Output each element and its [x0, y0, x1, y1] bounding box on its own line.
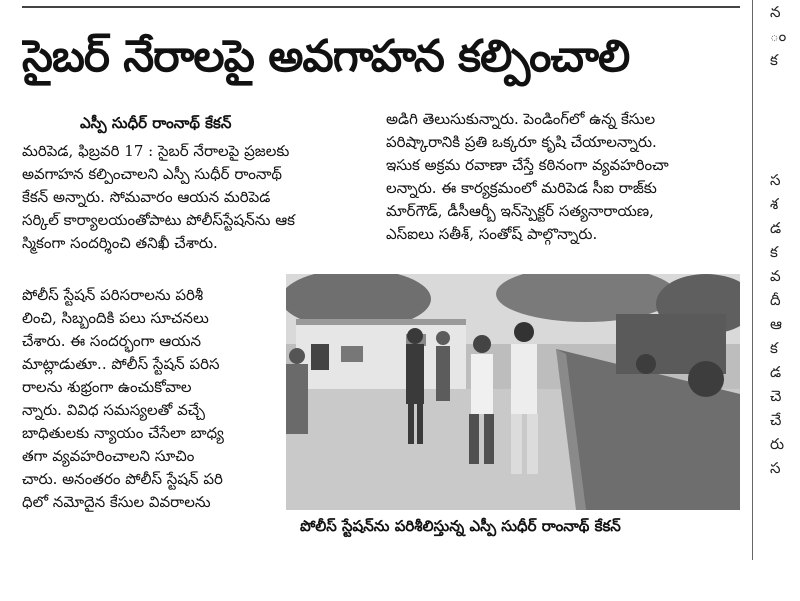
fragment: ఆ: [770, 315, 782, 333]
headline: సైబర్ నేరాలపై అవగాహన కల్పించాలి: [22, 31, 630, 82]
column-divider: [752, 0, 753, 560]
left-column-top: [22, 140, 377, 255]
fragment: డ: [770, 363, 782, 381]
text-line: అడిగి తెలుసుకున్నారు. పెండింగ్‌లో ఉన్న కేసుల: [386, 110, 656, 128]
text-line: ఎస్ఐలు సతీశ్, సంతోష్ పాల్గొన్నారు.: [386, 225, 598, 243]
fragment: స: [770, 171, 781, 189]
fragment: స: [770, 459, 781, 477]
right-column: [386, 108, 748, 246]
fragment: క: [770, 51, 778, 69]
fragment: [770, 144, 800, 168]
text-line: లించి, సిబ్బందికి పలు సూచనలు: [22, 309, 209, 327]
text-line: న్నారు. వివిధ సమస్యలతో వచ్చే: [22, 401, 205, 419]
text-line: తగా వ్యవహరించాలని సూచిం: [22, 447, 195, 465]
news-photo: [286, 274, 740, 510]
text-line: లన్నారు. ఈ కార్యక్రమంలో మరిపెడ సీఐ రాజ్‌కు: [386, 179, 657, 197]
fragment: శ: [770, 195, 779, 213]
neighbor-column-edge: [770, 0, 800, 601]
fragment: వ: [770, 267, 781, 285]
fragment: [770, 96, 800, 120]
left-column-bottom: [22, 284, 284, 514]
text-line: స్మికంగా సందర్శించి తనిఖీ చేశారు.: [22, 234, 218, 252]
text-line: రాలను శుభ్రంగా ఉంచుకోవాల: [22, 378, 192, 396]
text-line: అవగాహన కల్పించాలని ఎస్పీ సుధీర్ రాంనాథ్: [22, 165, 283, 183]
text-line: ఇసుక అక్రమ రవాణా చేస్తే కఠినంగా వ్యవహరించా: [386, 156, 669, 174]
fragment: దీ: [770, 291, 781, 309]
text-line: ధిలో నమోదైన కేసుల వివరాలను: [22, 493, 211, 511]
photo-illustration: [286, 274, 740, 510]
fragment: [770, 72, 800, 96]
text-line: సర్కిల్ కార్యాలయంతోపాటు పోలీస్‌స్టేషన్‌ను ఆక: [22, 211, 296, 229]
text-line: బాధితులకు న్యాయం చేసేలా బాధ్య: [22, 424, 224, 442]
fragment: క: [770, 339, 778, 357]
text-line: పోలీస్ స్టేషన్ పరిసరాలను పరిశీ: [22, 286, 204, 304]
photo-caption: పోలీస్ స్టేషన్‌ను పరిశీలిస్తున్న ఎస్పీ సుధీర్ రాంనాథ్ కేకన్: [300, 517, 621, 535]
fragment: చే: [770, 411, 782, 429]
byline: ఎస్పీ సుధీర్ రాంనాథ్ కేకన్: [80, 114, 232, 132]
fragment: న: [770, 3, 781, 21]
text-line: మాట్లాడుతూ.. పోలీస్ స్టేషన్ పరిస: [22, 355, 220, 373]
text-line: పరిష్కారానికి ప్రతి ఒక్కరూ కృషి చేయాలన్నారు.: [386, 133, 657, 151]
text-line: మరిపెడ, ఫిబ్రవరి 17 : సైబర్ నేరాలపై ప్రజలకు: [22, 142, 290, 160]
fragment: ం: [770, 27, 787, 45]
fragment: [770, 120, 800, 144]
text-line: చేశారు. ఈ సందర్భంగా ఆయన: [22, 332, 202, 350]
text-line: మార్‌గౌడ్, డీసీఆర్బీ ఇన్‌స్పెక్టర్ సత్యనారాయణ,: [386, 202, 654, 220]
fragment: చె: [770, 387, 782, 405]
fragment: డ: [770, 219, 782, 237]
fragment: రు: [770, 435, 785, 453]
top-rule: [22, 6, 740, 8]
text-line: కేకన్ అన్నారు. సోమవారం ఆయన మరిపెడ: [22, 188, 271, 206]
fragment: క: [770, 243, 778, 261]
text-line: చారు. అనంతరం పోలీస్ స్టేషన్ పరి: [22, 470, 223, 488]
